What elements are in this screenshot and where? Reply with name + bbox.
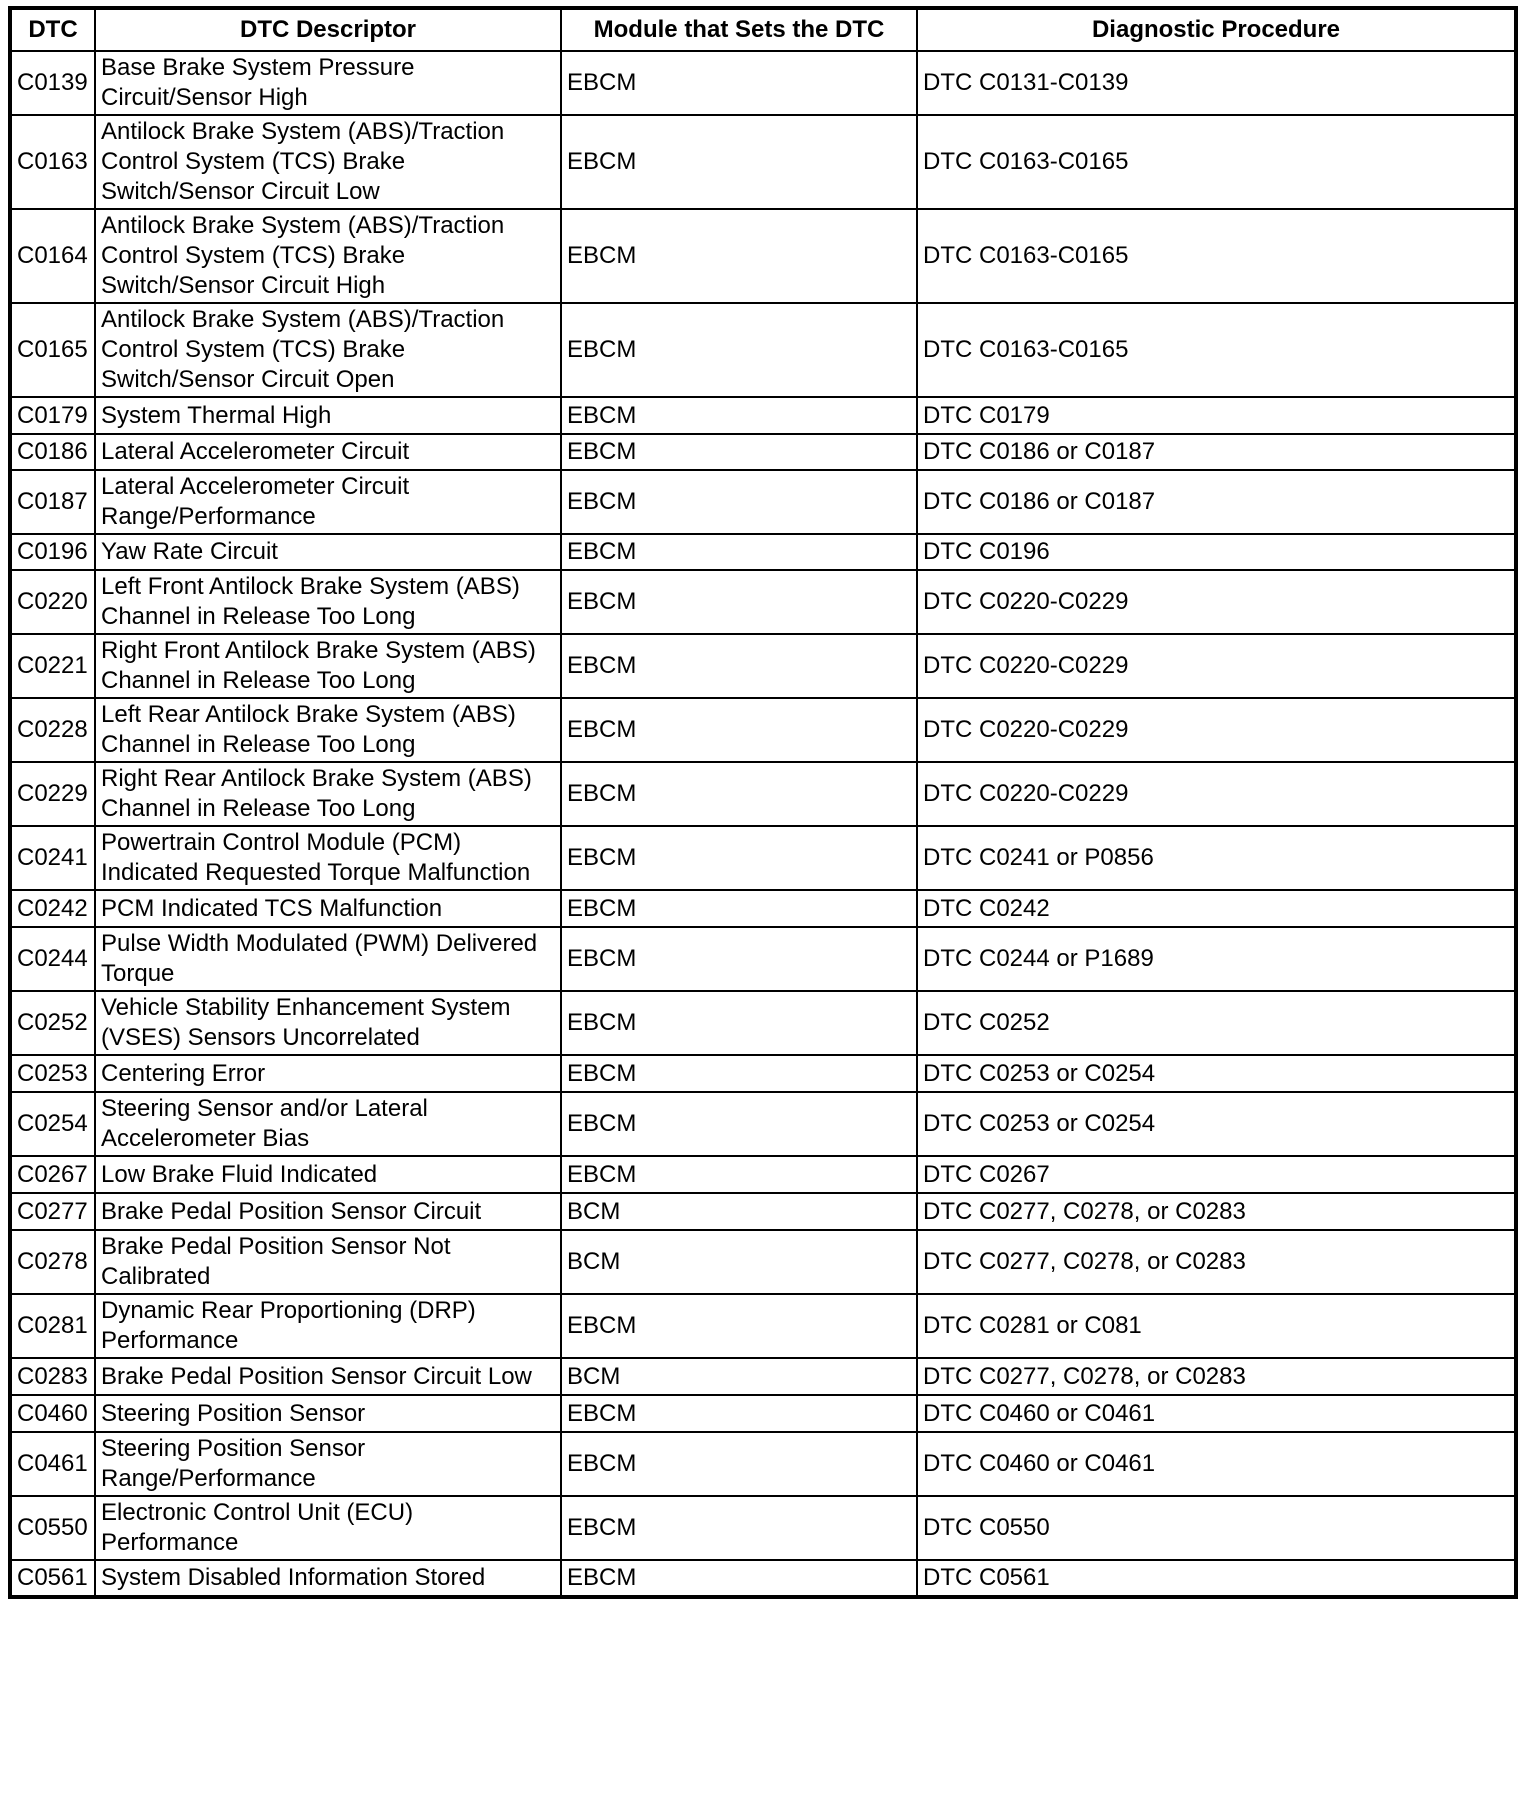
cell-module: BCM — [561, 1358, 917, 1395]
table-row — [10, 1432, 1516, 1496]
header-module: Module that Sets the DTC — [561, 8, 917, 51]
cell-dtc: C0186 — [10, 434, 95, 470]
cell-module: EBCM — [561, 1156, 917, 1193]
table-row — [10, 634, 1516, 698]
cell-module: EBCM — [561, 1432, 917, 1496]
dtc-table — [8, 6, 1518, 1599]
cell-dtc: C0229 — [10, 762, 95, 826]
cell-dtc: C0252 — [10, 991, 95, 1055]
cell-procedure: DTC C0196 — [917, 534, 1516, 570]
cell-dtc: C0228 — [10, 698, 95, 762]
cell-module: EBCM — [561, 1395, 917, 1432]
cell-module: EBCM — [561, 51, 917, 115]
cell-descriptor: Centering Error — [95, 1055, 561, 1092]
cell-procedure: DTC C0561 — [917, 1560, 1516, 1597]
cell-descriptor: Left Rear Antilock Brake System (ABS) Channel in Release Too Long — [95, 698, 561, 762]
cell-module: EBCM — [561, 115, 917, 209]
cell-dtc: C0253 — [10, 1055, 95, 1092]
cell-dtc: C0460 — [10, 1395, 95, 1432]
cell-procedure: DTC C0242 — [917, 890, 1516, 927]
cell-procedure: DTC C0277, C0278, or C0283 — [917, 1230, 1516, 1294]
cell-dtc: C0561 — [10, 1560, 95, 1597]
cell-module: BCM — [561, 1230, 917, 1294]
cell-descriptor: Lateral Accelerometer Circuit Range/Performance — [95, 470, 561, 534]
cell-dtc: C0179 — [10, 397, 95, 434]
cell-procedure: DTC C0267 — [917, 1156, 1516, 1193]
table-row — [10, 397, 1516, 434]
table-row — [10, 570, 1516, 634]
cell-descriptor: Antilock Brake System (ABS)/Traction Control System (TCS) Brake Switch/Sensor Circuit High — [95, 209, 561, 303]
cell-module: EBCM — [561, 209, 917, 303]
header-row — [10, 8, 1516, 51]
cell-module: EBCM — [561, 762, 917, 826]
table-row — [10, 470, 1516, 534]
cell-dtc: C0283 — [10, 1358, 95, 1395]
cell-module: EBCM — [561, 1294, 917, 1358]
cell-module: EBCM — [561, 698, 917, 762]
table-row — [10, 1560, 1516, 1597]
cell-module: EBCM — [561, 1055, 917, 1092]
table-row — [10, 115, 1516, 209]
cell-descriptor: Brake Pedal Position Sensor Circuit — [95, 1193, 561, 1230]
cell-procedure: DTC C0220-C0229 — [917, 698, 1516, 762]
table-row — [10, 1055, 1516, 1092]
cell-descriptor: System Thermal High — [95, 397, 561, 434]
cell-module: EBCM — [561, 634, 917, 698]
cell-module: EBCM — [561, 534, 917, 570]
table-row — [10, 1230, 1516, 1294]
cell-descriptor: Yaw Rate Circuit — [95, 534, 561, 570]
cell-module: EBCM — [561, 470, 917, 534]
table-row — [10, 1358, 1516, 1395]
cell-dtc: C0550 — [10, 1496, 95, 1560]
header-dtc: DTC — [10, 8, 95, 51]
cell-dtc: C0244 — [10, 927, 95, 991]
cell-descriptor: Pulse Width Modulated (PWM) Delivered Torque — [95, 927, 561, 991]
cell-procedure: DTC C0277, C0278, or C0283 — [917, 1193, 1516, 1230]
cell-dtc: C0187 — [10, 470, 95, 534]
cell-procedure: DTC C0186 or C0187 — [917, 470, 1516, 534]
table-row — [10, 303, 1516, 397]
cell-descriptor: Antilock Brake System (ABS)/Traction Control System (TCS) Brake Switch/Sensor Circuit Low — [95, 115, 561, 209]
cell-procedure: DTC C0252 — [917, 991, 1516, 1055]
cell-procedure: DTC C0460 or C0461 — [917, 1432, 1516, 1496]
cell-module: EBCM — [561, 927, 917, 991]
cell-procedure: DTC C0253 or C0254 — [917, 1092, 1516, 1156]
table-row — [10, 826, 1516, 890]
cell-descriptor: Electronic Control Unit (ECU) Performance — [95, 1496, 561, 1560]
cell-descriptor: Left Front Antilock Brake System (ABS) Channel in Release Too Long — [95, 570, 561, 634]
cell-descriptor: Steering Position Sensor — [95, 1395, 561, 1432]
cell-procedure: DTC C0163-C0165 — [917, 303, 1516, 397]
cell-dtc: C0241 — [10, 826, 95, 890]
cell-procedure: DTC C0281 or C081 — [917, 1294, 1516, 1358]
cell-dtc: C0163 — [10, 115, 95, 209]
cell-procedure: DTC C0186 or C0187 — [917, 434, 1516, 470]
cell-descriptor: Right Front Antilock Brake System (ABS) Channel in Release Too Long — [95, 634, 561, 698]
header-dtc-descriptor: DTC Descriptor — [95, 8, 561, 51]
cell-procedure: DTC C0550 — [917, 1496, 1516, 1560]
cell-procedure: DTC C0220-C0229 — [917, 762, 1516, 826]
cell-procedure: DTC C0131-C0139 — [917, 51, 1516, 115]
cell-dtc: C0461 — [10, 1432, 95, 1496]
cell-module: EBCM — [561, 826, 917, 890]
cell-descriptor: Brake Pedal Position Sensor Circuit Low — [95, 1358, 561, 1395]
cell-dtc: C0277 — [10, 1193, 95, 1230]
table-row — [10, 1156, 1516, 1193]
table-row — [10, 698, 1516, 762]
table-row — [10, 434, 1516, 470]
cell-dtc: C0196 — [10, 534, 95, 570]
cell-module: EBCM — [561, 570, 917, 634]
cell-descriptor: Steering Sensor and/or Lateral Accelerometer Bias — [95, 1092, 561, 1156]
cell-dtc: C0242 — [10, 890, 95, 927]
cell-descriptor: Vehicle Stability Enhancement System (VSES) Sensors Uncorrelated — [95, 991, 561, 1055]
cell-descriptor: Base Brake System Pressure Circuit/Sensor High — [95, 51, 561, 115]
cell-procedure: DTC C0460 or C0461 — [917, 1395, 1516, 1432]
cell-descriptor: Steering Position Sensor Range/Performance — [95, 1432, 561, 1496]
cell-module: BCM — [561, 1193, 917, 1230]
cell-procedure: DTC C0163-C0165 — [917, 115, 1516, 209]
cell-module: EBCM — [561, 1496, 917, 1560]
cell-procedure: DTC C0277, C0278, or C0283 — [917, 1358, 1516, 1395]
table-body — [10, 51, 1516, 1597]
table-row — [10, 762, 1516, 826]
table-row — [10, 1395, 1516, 1432]
cell-procedure: DTC C0253 or C0254 — [917, 1055, 1516, 1092]
cell-dtc: C0164 — [10, 209, 95, 303]
cell-dtc: C0220 — [10, 570, 95, 634]
cell-dtc: C0278 — [10, 1230, 95, 1294]
cell-procedure: DTC C0241 or P0856 — [917, 826, 1516, 890]
cell-procedure: DTC C0220-C0229 — [917, 570, 1516, 634]
header-diagnostic-procedure: Diagnostic Procedure — [917, 8, 1516, 51]
cell-descriptor: Lateral Accelerometer Circuit — [95, 434, 561, 470]
table-row — [10, 1193, 1516, 1230]
table-row — [10, 991, 1516, 1055]
table-row — [10, 1294, 1516, 1358]
table-row — [10, 534, 1516, 570]
cell-dtc: C0281 — [10, 1294, 95, 1358]
cell-descriptor: Powertrain Control Module (PCM) Indicated Requested Torque Malfunction — [95, 826, 561, 890]
cell-dtc: C0267 — [10, 1156, 95, 1193]
cell-module: EBCM — [561, 1092, 917, 1156]
table-row — [10, 1092, 1516, 1156]
table-row — [10, 51, 1516, 115]
cell-procedure: DTC C0163-C0165 — [917, 209, 1516, 303]
cell-dtc: C0221 — [10, 634, 95, 698]
cell-dtc: C0139 — [10, 51, 95, 115]
cell-descriptor: PCM Indicated TCS Malfunction — [95, 890, 561, 927]
cell-module: EBCM — [561, 1560, 917, 1597]
cell-descriptor: Antilock Brake System (ABS)/Traction Control System (TCS) Brake Switch/Sensor Circuit Open — [95, 303, 561, 397]
cell-procedure: DTC C0244 or P1689 — [917, 927, 1516, 991]
cell-descriptor: Right Rear Antilock Brake System (ABS) Channel in Release Too Long — [95, 762, 561, 826]
cell-dtc: C0254 — [10, 1092, 95, 1156]
cell-descriptor: Dynamic Rear Proportioning (DRP) Performance — [95, 1294, 561, 1358]
cell-descriptor: Brake Pedal Position Sensor Not Calibrated — [95, 1230, 561, 1294]
cell-dtc: C0165 — [10, 303, 95, 397]
table-row — [10, 209, 1516, 303]
cell-procedure: DTC C0220-C0229 — [917, 634, 1516, 698]
cell-module: EBCM — [561, 991, 917, 1055]
table-row — [10, 1496, 1516, 1560]
table-row — [10, 927, 1516, 991]
cell-procedure: DTC C0179 — [917, 397, 1516, 434]
cell-module: EBCM — [561, 890, 917, 927]
cell-module: EBCM — [561, 397, 917, 434]
cell-descriptor: System Disabled Information Stored — [95, 1560, 561, 1597]
table-row — [10, 890, 1516, 927]
cell-descriptor: Low Brake Fluid Indicated — [95, 1156, 561, 1193]
cell-module: EBCM — [561, 434, 917, 470]
cell-module: EBCM — [561, 303, 917, 397]
